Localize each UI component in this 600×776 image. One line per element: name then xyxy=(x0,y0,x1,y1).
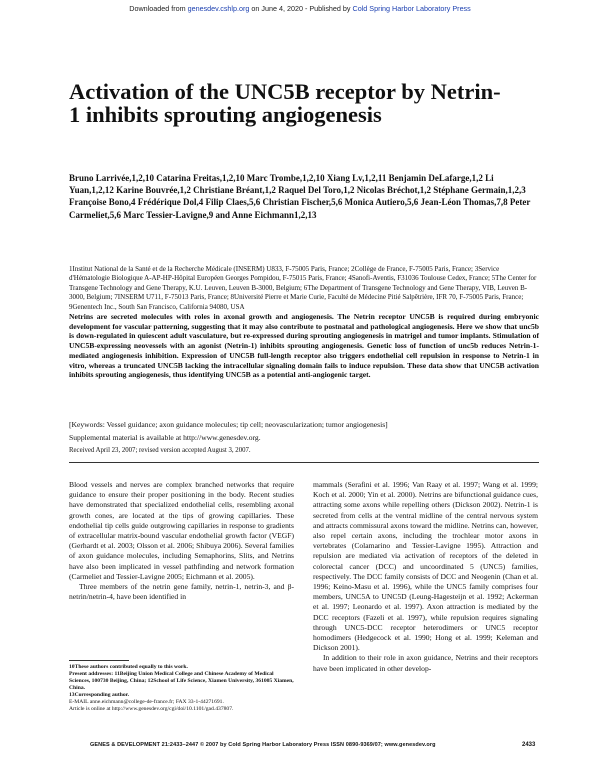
paragraph: Blood vessels and nerves are complex branched networks that require guidance to ensure their proper positioning in the body. Recent studies have demonstrated that specialized endothelial cells, resembling axonal growth cones, are located at the tips of growing capillaries. These endothelial tip cells guide outgrowing capillaries in response to gradients of extracellular matrix-bound vascular endothelial growth factor (VEGF) (Gerhardt et al. 2003; Olsson et al. 2006; Shibuya 2006). Several families of axon guidance molecules, including Semaphorins, Slits, and Netrins have also been implicated in vessel pathfinding and network formation (Carmeliet and Tessier-Lavigne 2005; Eichmann et al. 2005). xyxy=(69,480,294,581)
footnote: Present addresses: 11Beijing Union Medical College and Chinese Academy of Medical Sciences, 100730 Beijing, China; 12School of Life Science, Xiamen University, 361005 Xiamen, China. xyxy=(69,671,294,691)
site-link[interactable]: genesdev.cshlp.org xyxy=(187,4,250,13)
received-dates: Received April 23, 2007; revised version accepted August 3, 2007. xyxy=(69,447,251,454)
affiliations: 1Institut National de la Santé et de la Recherche Médicale (INSERM) U833, F-75005 Paris, France; 2Collège de France, F-75005 Paris, France; 3Service d'Hématologie Biologique A-AP-HP-Hôpital Européen Georges Pompidou, F-75015 Paris, France; 4Sanofi-Aventis, F31036 Toulouse Cedex, France; 5The Center for Transgene Technology and Gene Therapy, K.U. Leuven, Leuven B-3000, Belgium; 6The Department of Transgene Technology and Gene Therapy, VIB, Leuven B-3000, Belgium; 7INSERM U711, F-75013 Paris, France; 8Université Pierre et Marie Curie, Faculté de Médecine Pitié Salpêtrière, IFR 70, F-75005 Paris, France; 9Genentech Inc., South San Francisco, California 94080, USA xyxy=(69,265,537,311)
paragraph: Three members of the netrin gene family, netrin-1, netrin-3, and β-netrin/netrin-4, have been identified in xyxy=(69,582,294,602)
abstract: Netrins are secreted molecules with roles in axonal growth and angiogenesis. The Netrin receptor UNC5B is required during embryonic development for vascular patterning, suggesting that it may also contribute to postnatal and pathological angiogenesis. Here we show that unc5b is down-regulated in quiescent adult vasculature, but re-expressed during sprouting angiogenesis in matrigel and tumor implants. Stimulation of UNC5B-expressing neovessels with an agonist (Netrin-1) inhibits sprouting angiogenesis. Genetic loss of function of unc5b reduces Netrin-1-mediated angiogenesis inhibition. Expression of UNC5B full-length receptor also triggers endothelial cell repulsion in response to Netrin-1 in vitro, whereas a truncated UNC5B lacking the intracellular signaling domain fails to induce repulsion. These data show that UNC5B activation inhibits sprouting angiogenesis, thus identifying UNC5B as a potential anti-angiogenic target. xyxy=(69,312,539,380)
section-divider xyxy=(69,462,539,463)
paragraph: In addition to their role in axon guidance, Netrins and their receptors have been implicated in other develop- xyxy=(313,653,538,673)
paragraph: mammals (Serafini et al. 1996; Van Raay et al. 1997; Wang et al. 1999; Koch et al. 2000; Yin et al. 2000). Netrins are bifunctional guidance cues, attracting some axons while repelling others (Dickson 2002). Netrin-1 is secreted from cells at the ventral midline of the central nervous system and attracts commissural axons toward the midline. Netrins can, however, also repel certain axons, including the trochlear motor axons in vertebrates (Colamarino and Tessier-Lavigne 1995). Attraction and repulsion are mediated via activation of receptors of the deleted in colorectal cancer (DCC) and uncoordinated 5 (UNC5) families, respectively. The DCC family consists of DCC and Neogenin (Chan et al. 1996; Keino-Masu et al. 1996), while the UNC5 family comprises four members, UNC5A to UNC5D (Leung-Hagesteijn et al. 1992; Ackerman et al. 1997; Leonardo et al. 1997). Axon attraction is mediated by the DCC receptors (Fazeli et al. 1997), while repulsion requires signaling through UNC5-DCC receptor heterodimers or UNC5 receptor homodimers (Hedgecock et al. 1990; Hong et al. 1999; Keleman and Dickson 2001). xyxy=(313,480,538,653)
publisher-link[interactable]: Cold Spring Harbor Laboratory Press xyxy=(352,4,471,13)
footnote-doi: Article is online at http://www.genesdev.org/cgi/doi/10.1101/gad.437807. xyxy=(69,706,234,712)
keywords: [Keywords: Vessel guidance; axon guidance molecules; tip cell; neovascularization; tumor angiogenesis] xyxy=(69,420,388,429)
journal-footer: GENES & DEVELOPMENT 21:2433–2447 © 2007 by Cold Spring Harbor Laboratory Press ISSN 0890-9369/07; www.genesdev.org xyxy=(90,742,436,748)
supplemental-note: Supplemental material is available at http://www.genesdev.org. xyxy=(69,433,261,442)
footnote: 13Corresponding author. xyxy=(69,692,129,698)
body-column-left xyxy=(69,480,294,602)
footnote-email: E-MAIL anne.eichmann@college-de-france.fr; FAX 33-1-44271691. xyxy=(69,699,224,705)
body-column-right xyxy=(313,480,538,674)
footnote: 10These authors contributed equally to this work. xyxy=(69,664,188,670)
download-banner xyxy=(0,4,600,13)
article-title: Activation of the UNC5B receptor by Netrin-1 inhibits sprouting angiogenesis xyxy=(69,79,501,127)
author-list: Bruno Larrivée,1,2,10 Catarina Freitas,1,2,10 Marc Trombe,1,2,10 Xiang Lv,1,2,11 Benjamin DeLafarge,1,2 Li Yuan,1,2,12 Karine Bouvrée,1,2 Christiane Bréant,1,2 Raquel Del Toro,1,2 Nicolas Bréchot,1,2 Stéphane Germain,1,2,3 Françoise Bono,4 Frédérique Dol,4 Filip Claes,5,6 Christian Fischer,5,6 Monica Autiero,5,6 Jean-Léon Thomas,7,8 Peter Carmeliet,5,6 Marc Tessier-Lavigne,9 and Anne Eichmann1,2,13 xyxy=(69,173,531,220)
footnotes xyxy=(69,664,294,713)
download-middle: on June 4, 2020 - Published by xyxy=(249,4,353,13)
footnote-divider xyxy=(69,660,129,661)
page-number: 2433 xyxy=(522,742,536,748)
download-prefix: Downloaded from xyxy=(129,4,188,13)
